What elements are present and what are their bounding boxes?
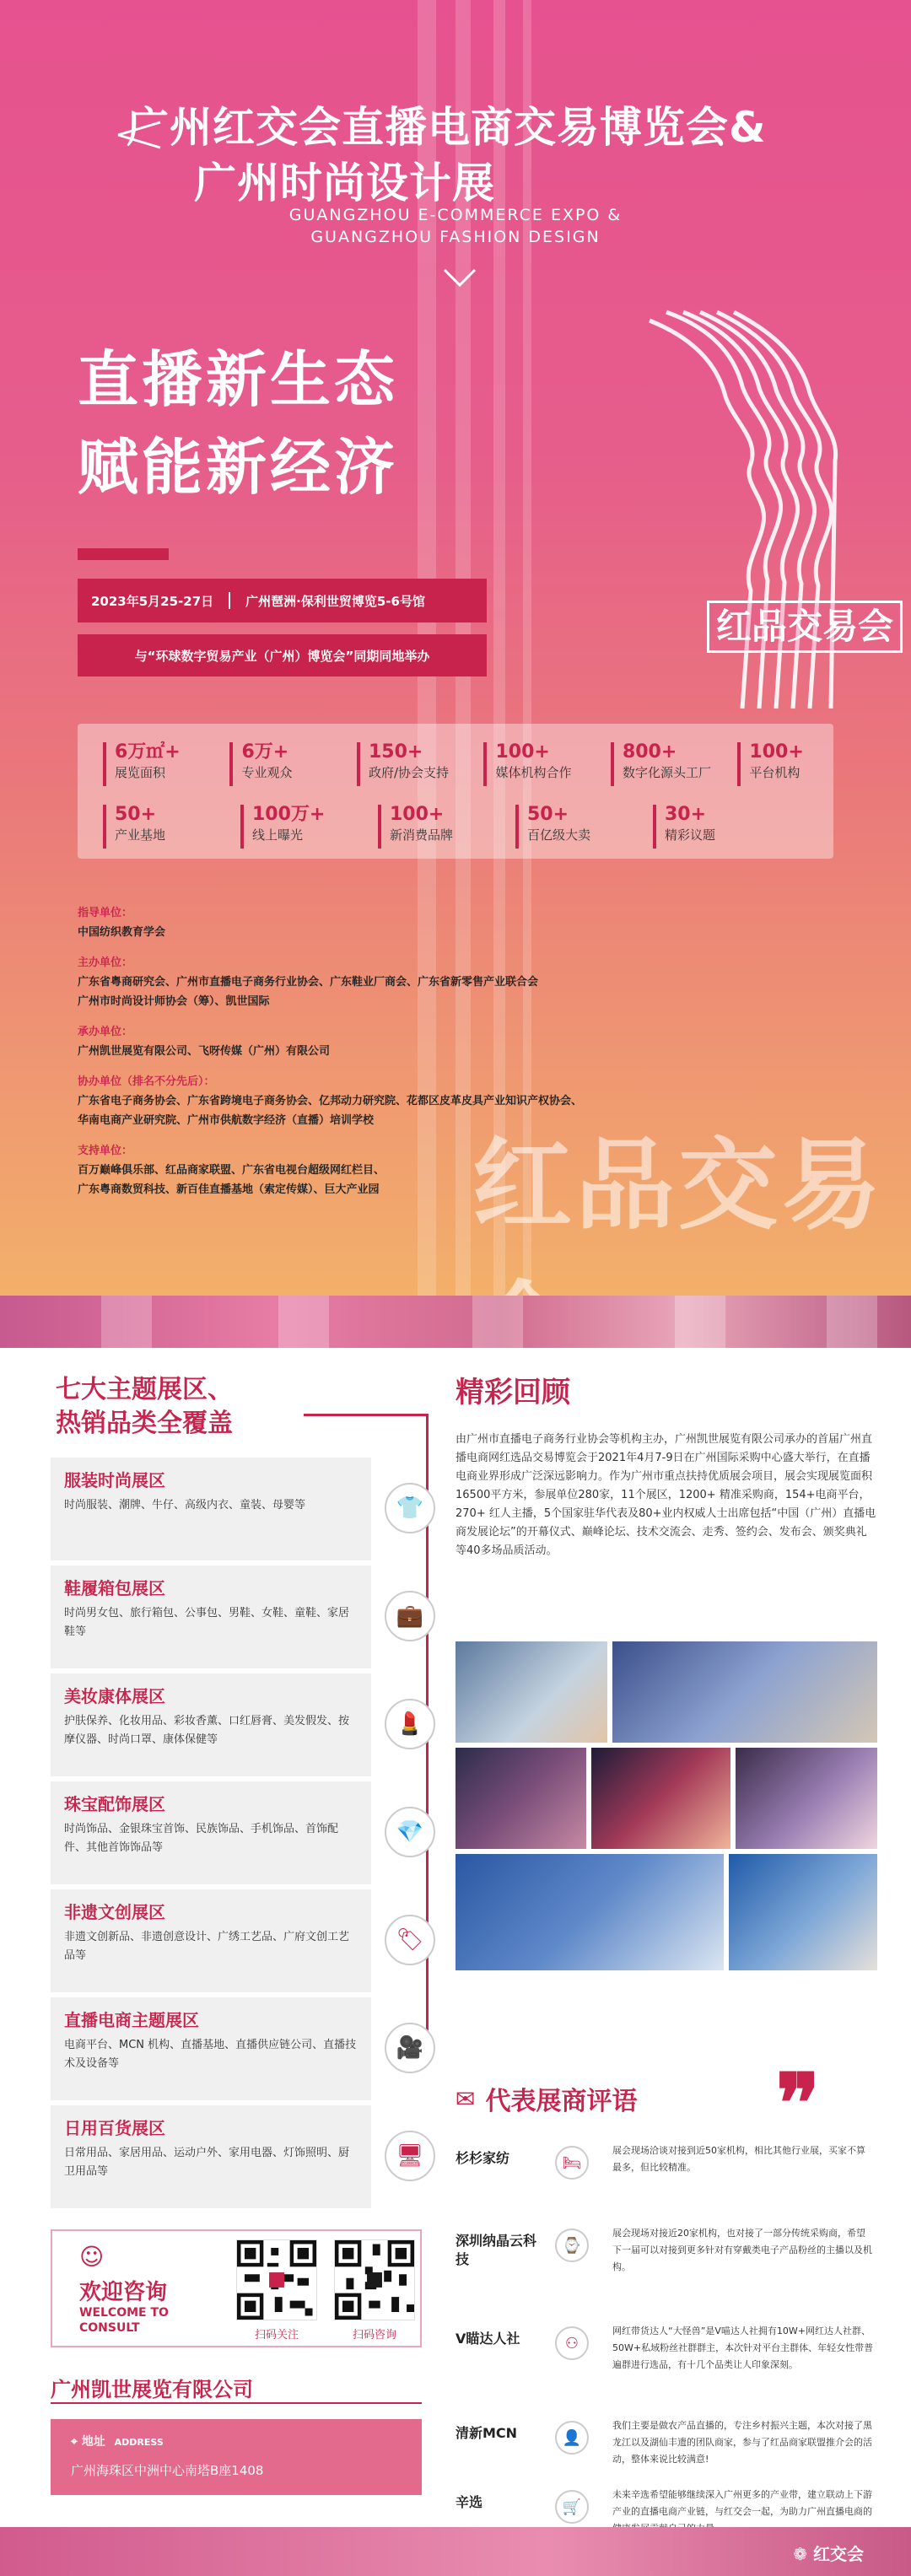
category-desc: 时尚服装、潮牌、牛仔、高级内衣、童装、母婴等	[64, 1499, 306, 1512]
org-text: 广东省粤商研究会、广州市直播电子商务行业协会、广东鞋业厂商会、广东省新零售产业联合会	[78, 976, 539, 989]
monitor-icon: 🖥	[385, 2131, 435, 2181]
review-column	[456, 1373, 877, 2517]
consult-en-line-2: CONSULT	[79, 2321, 140, 2335]
stat-value: 100+	[749, 741, 804, 763]
camera-icon: 🎥	[385, 2023, 435, 2073]
evaluations-title-text: 代表展商评语	[485, 2087, 638, 2116]
stat-value: 6万㎡+	[115, 741, 181, 763]
details-section	[0, 1348, 911, 2527]
photo	[591, 1748, 730, 1849]
category-desc: 时尚男女包、旅行箱包、公事包、男鞋、女鞋、童鞋、家居鞋等	[64, 1607, 350, 1638]
category-card	[51, 1781, 371, 1884]
stat-value: 50+	[527, 804, 569, 825]
stat-item	[103, 805, 240, 849]
title-bracket-lines	[118, 118, 793, 152]
stat-value: 800+	[622, 741, 677, 763]
stat-label: 新消费品牌	[390, 827, 454, 843]
exhibitor-comment: 网红带货达人“大怪兽”是V喵达人社拥有10W+网红达人社群、50W+私域粉丝社群群主，本次针对平台主群体、年轻女性带普遍群进行选品，有十几个品类让人印象深刻。	[612, 2325, 874, 2370]
organizers-list	[78, 892, 752, 1199]
address-box	[51, 2419, 422, 2495]
frame-line	[304, 1414, 429, 1416]
stat-value: 150+	[368, 741, 423, 763]
stat-item	[229, 742, 356, 786]
review-photo-grid	[456, 1641, 877, 2055]
category-name: 服装时尚展区	[64, 1470, 165, 1490]
category-desc: 电商平台、MCN 机构、直播基地、直播供应链公司、直播技术及设备等	[64, 2039, 357, 2070]
category-name: 非遗文创展区	[64, 1902, 165, 1922]
slogan-line-2: 赋能新经济	[78, 432, 399, 503]
category-desc: 护肤保养、化妆用品、彩妆香薰、口红唇膏、美发假发、按摩仪器、时尚口罩、康体保健等	[64, 1715, 350, 1746]
review-text: 由广州市直播电子商务行业协会等机构主办，广州凯世展览有限公司承办的首届广州直播电商网红选品交易博览会于2021年4月7-9日在广州国际采购中心盛大举行，在直播电商业界形成广泛深远影响力。作为广州市重点扶持优质展会项目，展会实现展览面积16500平方米，参展单位280家，11个展区，1200+ 精准采购商，154+电商平台，270+ 红人主播，5个国家驻华代表及80+业内权威人士出席包括“中国（广州）直播电商发展论坛”的开幕仪式、巅峰论坛、技术交流会、走秀、签约会、发布会、颁奖典礼等40多场品质活动。	[456, 1433, 876, 1557]
exhibitor-name: V瞄达人社	[456, 2331, 520, 2347]
quote-mark-icon: ❞	[776, 2056, 820, 2151]
category-name: 珠宝配饰展区	[64, 1794, 165, 1814]
stats-row-1	[103, 742, 808, 786]
photo	[456, 1748, 586, 1849]
categories-title-line-1: 七大主题展区、	[56, 1375, 233, 1404]
org-text: 广州市时尚设计师协会（筹）、凯世国际	[78, 995, 270, 1008]
consult-en-line-1: WELCOME TO	[79, 2306, 169, 2320]
exhibitor-comment: 展会现场洽谈对接到近50家机构，相比其他行业展，买家不算最多，但比较精准。	[612, 2145, 865, 2173]
stat-label: 媒体机构合作	[495, 765, 572, 780]
event-title-english	[287, 204, 624, 248]
stat-item	[515, 805, 653, 849]
venue-photo-strip	[0, 1296, 911, 1348]
stat-item	[378, 805, 515, 849]
stat-label: 展览面积	[115, 765, 166, 780]
category-card	[51, 1997, 371, 2100]
chevron-down-icon	[443, 268, 477, 288]
category-name: 美妆康体展区	[64, 1686, 165, 1706]
qr-code-consult[interactable]	[334, 2239, 415, 2320]
clothing-icon: 👕	[385, 1483, 435, 1533]
review-title: 精彩回顾	[456, 1376, 570, 1409]
smile-icon: ☺	[79, 2243, 105, 2271]
wechat-icon: ❁	[793, 2544, 808, 2564]
stat-label: 精彩议题	[665, 827, 716, 843]
address-label: 地址	[81, 2435, 105, 2449]
stat-label: 产业基地	[115, 827, 166, 843]
org-text: 广东粤商数贸科技、新百佳直播基地（索定传媒）、巨大产业园	[78, 1183, 380, 1196]
bed-icon: 🛏	[555, 2146, 589, 2180]
category-card	[51, 1889, 371, 1992]
divider	[229, 592, 230, 609]
exhibitor-name: 深圳纳晶云科技	[456, 2233, 537, 2267]
event-title	[127, 100, 784, 211]
evaluations-title	[456, 2080, 637, 2117]
footer-brand	[793, 2541, 864, 2565]
evaluation-item	[456, 2225, 877, 2318]
lipstick-icon: 💄	[385, 1699, 435, 1749]
stat-label: 专业观众	[241, 765, 293, 780]
categories-column	[51, 1373, 424, 2178]
exhibitor-comment: 我们主要是做农产品直播的，专注乡村振兴主题，本次对接了黑龙江以及湖仙丰遗的团队商家，参与了红品商家联盟推介会的活动，整体来说比较满意!	[612, 2420, 872, 2465]
category-name: 直播电商主题展区	[64, 2010, 199, 2030]
org-heading: 承办单位：	[78, 1026, 133, 1038]
org-text: 广东省电子商务协会、广东省跨境电子商务协会、亿邦动力研究院、花都区皮革皮具产业知识产权协会、	[78, 1095, 583, 1107]
address-heading	[71, 2433, 402, 2449]
stat-value: 100+	[390, 804, 445, 825]
category-name: 鞋履箱包展区	[64, 1578, 165, 1598]
footer-bar	[0, 2527, 911, 2576]
categories-title-line-2: 热销品类全覆盖	[56, 1409, 233, 1438]
stat-item	[483, 742, 610, 786]
exhibitor-comment: 展会现场对接近20家机构，也对接了一部分传统采购商，希望下一届可以对接到更多针对有穿戴类电子产品粉丝的主播以及机构。	[612, 2228, 872, 2272]
category-desc: 非遗文创新品、非遗创意设计、广绣工艺品、广府文创工艺品等	[64, 1931, 350, 1962]
exhibitor-name: 杉杉家纺	[456, 2150, 510, 2166]
stat-value: 50+	[115, 804, 157, 825]
category-name: 日用百货展区	[64, 2118, 165, 2138]
divider	[51, 2402, 422, 2404]
network-icon: ⚇	[555, 2326, 589, 2360]
face-stripes-graphic	[650, 304, 852, 742]
photo	[612, 1641, 877, 1743]
address-label-en: ADDRESS	[114, 2437, 164, 2448]
photo	[729, 1854, 877, 1970]
consult-title-en	[79, 2305, 169, 2336]
event-title-en-line-2: GUANGZHOU FASHION DESIGN	[310, 228, 601, 246]
stat-label: 百亿级大卖	[527, 827, 591, 843]
necklace-icon: 💎	[385, 1807, 435, 1857]
org-text: 中国纺织教育学会	[78, 926, 166, 939]
exhibitor-name: 辛选	[456, 2494, 483, 2510]
category-card	[51, 2105, 371, 2208]
watch-icon: ⌚	[555, 2228, 589, 2262]
org-text: 广州凯世展览有限公司、飞呀传媒（广州）有限公司	[78, 1045, 331, 1058]
evaluation-item	[456, 2323, 877, 2416]
stat-label: 数字化源头工厂	[622, 765, 711, 780]
org-text: 华南电商产业研究院、广州市供航数字经济（直播）培训学校	[78, 1114, 375, 1127]
exhibitor-comment: 未来辛选希望能够继续深入广州更多的产业带，建立联动上下游产业的直播电商产业链，与红交会一起，为助力广州直播电商的	[612, 2489, 872, 2517]
slogan-line-1: 直播新生态	[78, 344, 399, 415]
bag-icon: 💼	[385, 1591, 435, 1641]
event-venue: 广州琶洲·保利世贸博览5-6号馆	[245, 593, 425, 609]
photo	[736, 1748, 877, 1849]
evaluation-item	[456, 2142, 877, 2235]
cart-icon: 🛒	[555, 2490, 589, 2524]
chat-icon: ✉	[456, 2084, 476, 2113]
location-pin-icon: ⌖	[71, 2435, 78, 2449]
cohost-note: 与“环球数字贸易产业（广州）博览会”同期同地举办	[78, 634, 487, 676]
photo	[456, 1641, 607, 1743]
org-heading: 指导单位：	[78, 907, 133, 919]
event-title-line-2: 广州时尚设计展	[194, 159, 495, 207]
org-text: 百万巅峰俱乐部、红品商家联盟、广东省电视台超级网红栏目、	[78, 1164, 385, 1177]
consult-box	[51, 2229, 422, 2347]
footer-brand-text: 红交会	[813, 2544, 864, 2564]
company-name: 广州凯世展览有限公司	[51, 2378, 253, 2401]
stat-value: 100+	[495, 741, 550, 763]
org-heading: 主办单位：	[78, 957, 133, 969]
stat-label: 政府/协会支持	[368, 765, 450, 780]
consult-title: 欢迎咨询	[79, 2280, 168, 2305]
category-desc: 日常用品、家居用品、运动户外、家用电器、灯饰照明、厨卫用品等	[64, 2147, 350, 2178]
stat-item	[240, 805, 378, 849]
stats-panel	[78, 724, 833, 859]
event-title-line-1: 广州红交会直播电商交易博览会&	[127, 103, 767, 152]
brand-logo-small: 红品交易会	[707, 601, 903, 653]
accent-bar	[78, 548, 169, 560]
slogan	[78, 336, 398, 511]
stat-value: 6万+	[241, 741, 289, 763]
stat-label: 线上曝光	[252, 827, 304, 843]
org-heading: 协办单位（排名不分先后）：	[78, 1075, 215, 1088]
event-date: 2023年5月25-27日	[91, 593, 214, 609]
category-card	[51, 1566, 371, 1668]
category-card	[51, 1458, 371, 1560]
stat-item	[103, 742, 229, 786]
stat-value: 30+	[665, 804, 707, 825]
stat-value: 100万+	[252, 804, 326, 825]
stat-item	[357, 742, 483, 786]
qr-code-follow[interactable]	[236, 2239, 317, 2320]
stat-label: 平台机构	[749, 765, 800, 780]
stat-item	[737, 742, 808, 786]
event-title-en-line-1: GUANGZHOU E-COMMERCE EXPO &	[288, 206, 623, 224]
exhibitor-name: 清新MCN	[456, 2425, 518, 2441]
brand-logo-large: 红品交易	[472, 1127, 885, 1243]
stat-item	[611, 742, 737, 786]
org-heading: 支持单位：	[78, 1145, 133, 1157]
photo	[456, 1854, 724, 1970]
category-desc: 时尚饰品、金银珠宝首饰、民族饰品、手机饰品、首饰配件、其他首饰饰品等	[64, 1823, 339, 1854]
address-text: 广州海珠区中洲中心南塔B座1408	[71, 2463, 264, 2478]
person-icon: 👤	[555, 2421, 589, 2455]
qr-label-consult: 扫码咨询	[352, 2329, 396, 2342]
qr-label-follow: 扫码关注	[254, 2329, 299, 2342]
tag-icon: 🏷	[385, 1915, 435, 1965]
category-card	[51, 1673, 371, 1776]
categories-title	[51, 1373, 422, 1441]
date-venue-bar	[78, 579, 487, 622]
stat-item	[653, 805, 790, 849]
stats-row-2	[103, 805, 808, 849]
